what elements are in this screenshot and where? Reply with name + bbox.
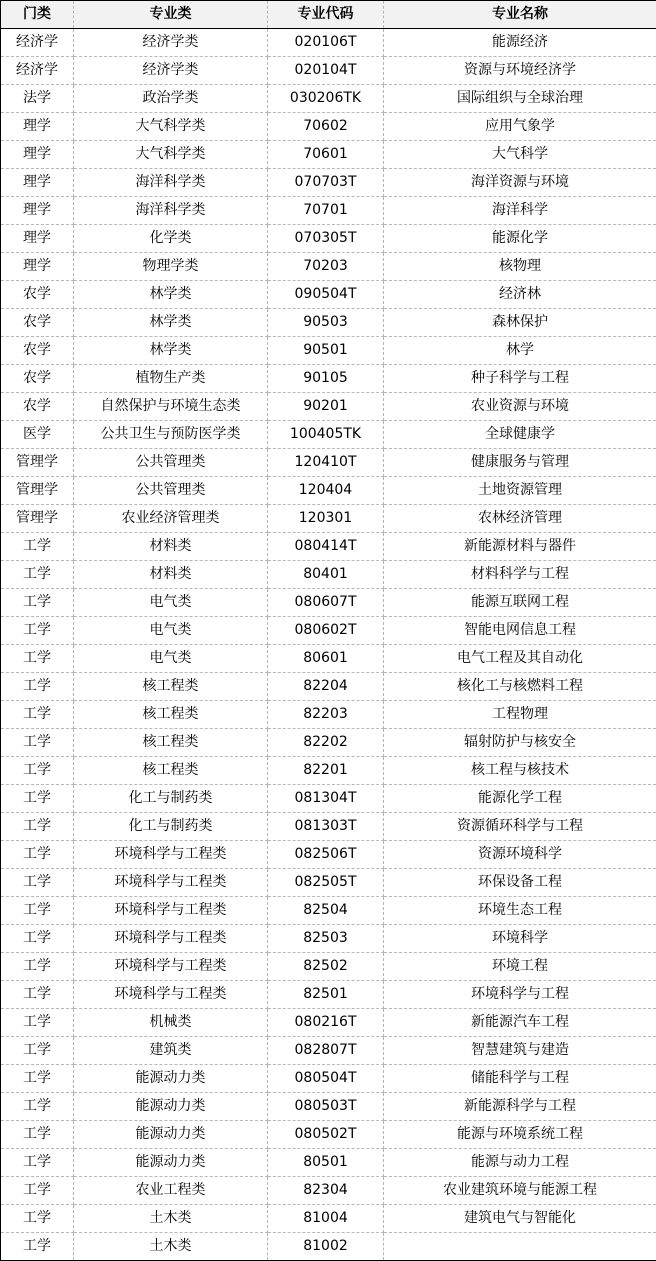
cell-discipline-class: 核工程类	[74, 729, 268, 757]
table-row	[1, 1205, 656, 1233]
cell-category: 工学	[1, 785, 74, 813]
table-row	[1, 393, 656, 421]
cell-major-name: 能源与环境系统工程	[384, 1121, 656, 1149]
cell-major-code: 82202	[268, 729, 384, 757]
cell-major-name: 环保设备工程	[384, 869, 656, 897]
cell-major-code: 020106T	[268, 29, 384, 57]
cell-category: 工学	[1, 1065, 74, 1093]
cell-discipline-class: 自然保护与环境生态类	[74, 393, 268, 421]
cell-category: 工学	[1, 981, 74, 1009]
cell-category: 工学	[1, 757, 74, 785]
header-row	[1, 1, 656, 29]
table-row	[1, 981, 656, 1009]
cell-discipline-class: 物理学类	[74, 253, 268, 281]
table-row	[1, 1177, 656, 1205]
cell-discipline-class: 电气类	[74, 645, 268, 673]
table-row	[1, 85, 656, 113]
cell-major-code: 81002	[268, 1233, 384, 1261]
cell-major-name: 环境工程	[384, 953, 656, 981]
cell-discipline-class: 材料类	[74, 533, 268, 561]
cell-major-name: 核物理	[384, 253, 656, 281]
cell-discipline-class: 环境科学与工程类	[74, 953, 268, 981]
cell-discipline-class: 农业工程类	[74, 1177, 268, 1205]
cell-major-name: 新能源科学与工程	[384, 1093, 656, 1121]
cell-major-code: 082807T	[268, 1037, 384, 1065]
cell-discipline-class: 环境科学与工程类	[74, 841, 268, 869]
cell-major-name: 环境科学	[384, 925, 656, 953]
table-row	[1, 645, 656, 673]
cell-major-name: 能源与动力工程	[384, 1149, 656, 1177]
cell-major-code: 080503T	[268, 1093, 384, 1121]
cell-major-code: 82203	[268, 701, 384, 729]
cell-category: 医学	[1, 421, 74, 449]
cell-major-name: 资源与环境经济学	[384, 57, 656, 85]
cell-major-code: 080504T	[268, 1065, 384, 1093]
cell-major-code: 120404	[268, 477, 384, 505]
cell-major-code: 90503	[268, 309, 384, 337]
cell-category: 工学	[1, 701, 74, 729]
table-row	[1, 897, 656, 925]
cell-major-name: 应用气象学	[384, 113, 656, 141]
cell-major-code: 70701	[268, 197, 384, 225]
table-row	[1, 225, 656, 253]
cell-discipline-class: 植物生产类	[74, 365, 268, 393]
cell-discipline-class: 海洋科学类	[74, 169, 268, 197]
cell-major-code: 120410T	[268, 449, 384, 477]
cell-major-name: 农业资源与环境	[384, 393, 656, 421]
cell-category: 工学	[1, 673, 74, 701]
table-row	[1, 1009, 656, 1037]
cell-major-code: 70602	[268, 113, 384, 141]
table-row	[1, 1149, 656, 1177]
cell-major-name: 森林保护	[384, 309, 656, 337]
cell-major-code: 82201	[268, 757, 384, 785]
cell-discipline-class: 化工与制药类	[74, 785, 268, 813]
cell-category: 工学	[1, 925, 74, 953]
cell-major-code: 82502	[268, 953, 384, 981]
cell-category: 农学	[1, 393, 74, 421]
cell-major-code: 070305T	[268, 225, 384, 253]
table-row	[1, 561, 656, 589]
cell-major-code: 80601	[268, 645, 384, 673]
cell-category: 工学	[1, 729, 74, 757]
cell-discipline-class: 能源动力类	[74, 1121, 268, 1149]
cell-major-name: 智能电网信息工程	[384, 617, 656, 645]
table-row	[1, 533, 656, 561]
table-row	[1, 197, 656, 225]
cell-major-code: 70601	[268, 141, 384, 169]
cell-major-code: 90201	[268, 393, 384, 421]
cell-major-code: 120301	[268, 505, 384, 533]
table-row	[1, 589, 656, 617]
table-row	[1, 141, 656, 169]
cell-discipline-class: 公共管理类	[74, 477, 268, 505]
cell-major-code: 81004	[268, 1205, 384, 1233]
cell-discipline-class: 电气类	[74, 589, 268, 617]
cell-category: 工学	[1, 1093, 74, 1121]
cell-major-name: 核工程与核技术	[384, 757, 656, 785]
cell-major-name: 农业建筑环境与能源工程	[384, 1177, 656, 1205]
cell-major-name: 种子科学与工程	[384, 365, 656, 393]
cell-major-code: 82304	[268, 1177, 384, 1205]
cell-major-name: 新能源材料与器件	[384, 533, 656, 561]
cell-major-name: 资源循环科学与工程	[384, 813, 656, 841]
cell-major-code: 020104T	[268, 57, 384, 85]
cell-major-code: 080602T	[268, 617, 384, 645]
table-row	[1, 925, 656, 953]
table-row	[1, 673, 656, 701]
table-row	[1, 281, 656, 309]
cell-discipline-class: 环境科学与工程类	[74, 981, 268, 1009]
table-row	[1, 757, 656, 785]
cell-discipline-class: 机械类	[74, 1009, 268, 1037]
cell-major-code: 081303T	[268, 813, 384, 841]
table-row	[1, 337, 656, 365]
cell-major-name: 环境科学与工程	[384, 981, 656, 1009]
cell-discipline-class: 林学类	[74, 337, 268, 365]
cell-category: 工学	[1, 813, 74, 841]
table-row	[1, 1037, 656, 1065]
cell-major-name: 海洋资源与环境	[384, 169, 656, 197]
cell-major-name: 经济林	[384, 281, 656, 309]
cell-category: 工学	[1, 897, 74, 925]
cell-major-name: 工程物理	[384, 701, 656, 729]
cell-category: 管理学	[1, 505, 74, 533]
cell-category: 工学	[1, 1149, 74, 1177]
cell-major-code: 82501	[268, 981, 384, 1009]
cell-discipline-class: 能源动力类	[74, 1149, 268, 1177]
cell-major-name: 新能源汽车工程	[384, 1009, 656, 1037]
cell-major-code: 080502T	[268, 1121, 384, 1149]
cell-category: 工学	[1, 953, 74, 981]
cell-major-code: 82504	[268, 897, 384, 925]
header-category: 门类	[1, 1, 74, 29]
table-row	[1, 785, 656, 813]
cell-discipline-class: 农业经济管理类	[74, 505, 268, 533]
table-body	[1, 29, 656, 1261]
cell-category: 管理学	[1, 477, 74, 505]
cell-major-code: 82503	[268, 925, 384, 953]
cell-discipline-class: 大气科学类	[74, 113, 268, 141]
cell-discipline-class: 建筑类	[74, 1037, 268, 1065]
table-row	[1, 813, 656, 841]
cell-major-code: 70203	[268, 253, 384, 281]
cell-major-code: 90105	[268, 365, 384, 393]
table-row	[1, 505, 656, 533]
cell-category: 工学	[1, 1233, 74, 1261]
table-row	[1, 309, 656, 337]
table-row	[1, 953, 656, 981]
cell-major-name: 电气工程及其自动化	[384, 645, 656, 673]
cell-major-name: 能源互联网工程	[384, 589, 656, 617]
cell-major-name: 资源环境科学	[384, 841, 656, 869]
table-row	[1, 477, 656, 505]
cell-discipline-class: 林学类	[74, 281, 268, 309]
cell-discipline-class: 化学类	[74, 225, 268, 253]
cell-major-name: 大气科学	[384, 141, 656, 169]
table-row	[1, 253, 656, 281]
cell-discipline-class: 公共管理类	[74, 449, 268, 477]
table-row	[1, 701, 656, 729]
cell-major-name: 辐射防护与核安全	[384, 729, 656, 757]
cell-major-code: 080607T	[268, 589, 384, 617]
cell-category: 工学	[1, 645, 74, 673]
cell-discipline-class: 环境科学与工程类	[74, 897, 268, 925]
cell-discipline-class: 环境科学与工程类	[74, 869, 268, 897]
cell-category: 工学	[1, 1121, 74, 1149]
cell-category: 农学	[1, 365, 74, 393]
cell-category: 理学	[1, 197, 74, 225]
table-row	[1, 169, 656, 197]
cell-category: 工学	[1, 617, 74, 645]
table-row	[1, 841, 656, 869]
cell-major-name: 健康服务与管理	[384, 449, 656, 477]
cell-discipline-class: 电气类	[74, 617, 268, 645]
cell-discipline-class: 公共卫生与预防医学类	[74, 421, 268, 449]
cell-major-code: 070703T	[268, 169, 384, 197]
cell-category: 工学	[1, 1177, 74, 1205]
cell-discipline-class: 能源动力类	[74, 1093, 268, 1121]
cell-major-name: 海洋科学	[384, 197, 656, 225]
cell-category: 理学	[1, 253, 74, 281]
cell-major-name: 核化工与核燃料工程	[384, 673, 656, 701]
cell-category: 经济学	[1, 29, 74, 57]
table-row	[1, 869, 656, 897]
table-row	[1, 421, 656, 449]
header-major-name: 专业名称	[384, 1, 656, 29]
cell-category: 工学	[1, 1009, 74, 1037]
cell-category: 农学	[1, 281, 74, 309]
cell-category: 管理学	[1, 449, 74, 477]
table-row	[1, 365, 656, 393]
cell-major-code: 081304T	[268, 785, 384, 813]
cell-category: 工学	[1, 1037, 74, 1065]
cell-discipline-class: 核工程类	[74, 757, 268, 785]
table-row	[1, 57, 656, 85]
cell-major-name: 智慧建筑与建造	[384, 1037, 656, 1065]
cell-major-name: 全球健康学	[384, 421, 656, 449]
table-row	[1, 1065, 656, 1093]
cell-discipline-class: 核工程类	[74, 701, 268, 729]
table-header	[1, 1, 656, 29]
cell-major-name: 储能科学与工程	[384, 1065, 656, 1093]
table-row	[1, 29, 656, 57]
cell-category: 工学	[1, 869, 74, 897]
cell-category: 农学	[1, 309, 74, 337]
cell-major-code: 090504T	[268, 281, 384, 309]
cell-major-name: 环境生态工程	[384, 897, 656, 925]
table-row	[1, 1121, 656, 1149]
cell-discipline-class: 经济学类	[74, 29, 268, 57]
cell-category: 工学	[1, 841, 74, 869]
cell-category: 理学	[1, 113, 74, 141]
cell-discipline-class: 大气科学类	[74, 141, 268, 169]
cell-discipline-class: 环境科学与工程类	[74, 925, 268, 953]
cell-major-code: 82204	[268, 673, 384, 701]
cell-major-name: 能源化学	[384, 225, 656, 253]
cell-category: 工学	[1, 1205, 74, 1233]
cell-major-code: 030206TK	[268, 85, 384, 113]
cell-discipline-class: 土木类	[74, 1233, 268, 1261]
cell-major-name: 农林经济管理	[384, 505, 656, 533]
cell-category: 理学	[1, 169, 74, 197]
cell-major-code: 080414T	[268, 533, 384, 561]
cell-discipline-class: 材料类	[74, 561, 268, 589]
table-row	[1, 113, 656, 141]
cell-discipline-class: 能源动力类	[74, 1065, 268, 1093]
cell-major-name: 能源化学工程	[384, 785, 656, 813]
cell-major-code: 80401	[268, 561, 384, 589]
cell-major-code: 90501	[268, 337, 384, 365]
cell-discipline-class: 政治学类	[74, 85, 268, 113]
table-row	[1, 449, 656, 477]
cell-discipline-class: 林学类	[74, 309, 268, 337]
table-row	[1, 729, 656, 757]
cell-major-code: 080216T	[268, 1009, 384, 1037]
cell-category: 法学	[1, 85, 74, 113]
cell-major-name: 能源经济	[384, 29, 656, 57]
cell-major-name: 材料科学与工程	[384, 561, 656, 589]
cell-major-name	[384, 1233, 656, 1261]
cell-major-name: 国际组织与全球治理	[384, 85, 656, 113]
cell-category: 工学	[1, 589, 74, 617]
cell-major-name: 土地资源管理	[384, 477, 656, 505]
cell-major-code: 80501	[268, 1149, 384, 1177]
table-row	[1, 617, 656, 645]
cell-discipline-class: 经济学类	[74, 57, 268, 85]
cell-major-name: 建筑电气与智能化	[384, 1205, 656, 1233]
cell-category: 理学	[1, 225, 74, 253]
table-row	[1, 1093, 656, 1121]
cell-discipline-class: 土木类	[74, 1205, 268, 1233]
header-major-code: 专业代码	[268, 1, 384, 29]
table-row	[1, 1233, 656, 1261]
cell-major-code: 100405TK	[268, 421, 384, 449]
cell-category: 理学	[1, 141, 74, 169]
cell-discipline-class: 核工程类	[74, 673, 268, 701]
cell-category: 经济学	[1, 57, 74, 85]
cell-category: 农学	[1, 337, 74, 365]
cell-category: 工学	[1, 533, 74, 561]
cell-category: 工学	[1, 561, 74, 589]
cell-major-code: 082506T	[268, 841, 384, 869]
cell-discipline-class: 化工与制药类	[74, 813, 268, 841]
cell-major-code: 082505T	[268, 869, 384, 897]
cell-discipline-class: 海洋科学类	[74, 197, 268, 225]
header-discipline-class: 专业类	[74, 1, 268, 29]
cell-major-name: 林学	[384, 337, 656, 365]
